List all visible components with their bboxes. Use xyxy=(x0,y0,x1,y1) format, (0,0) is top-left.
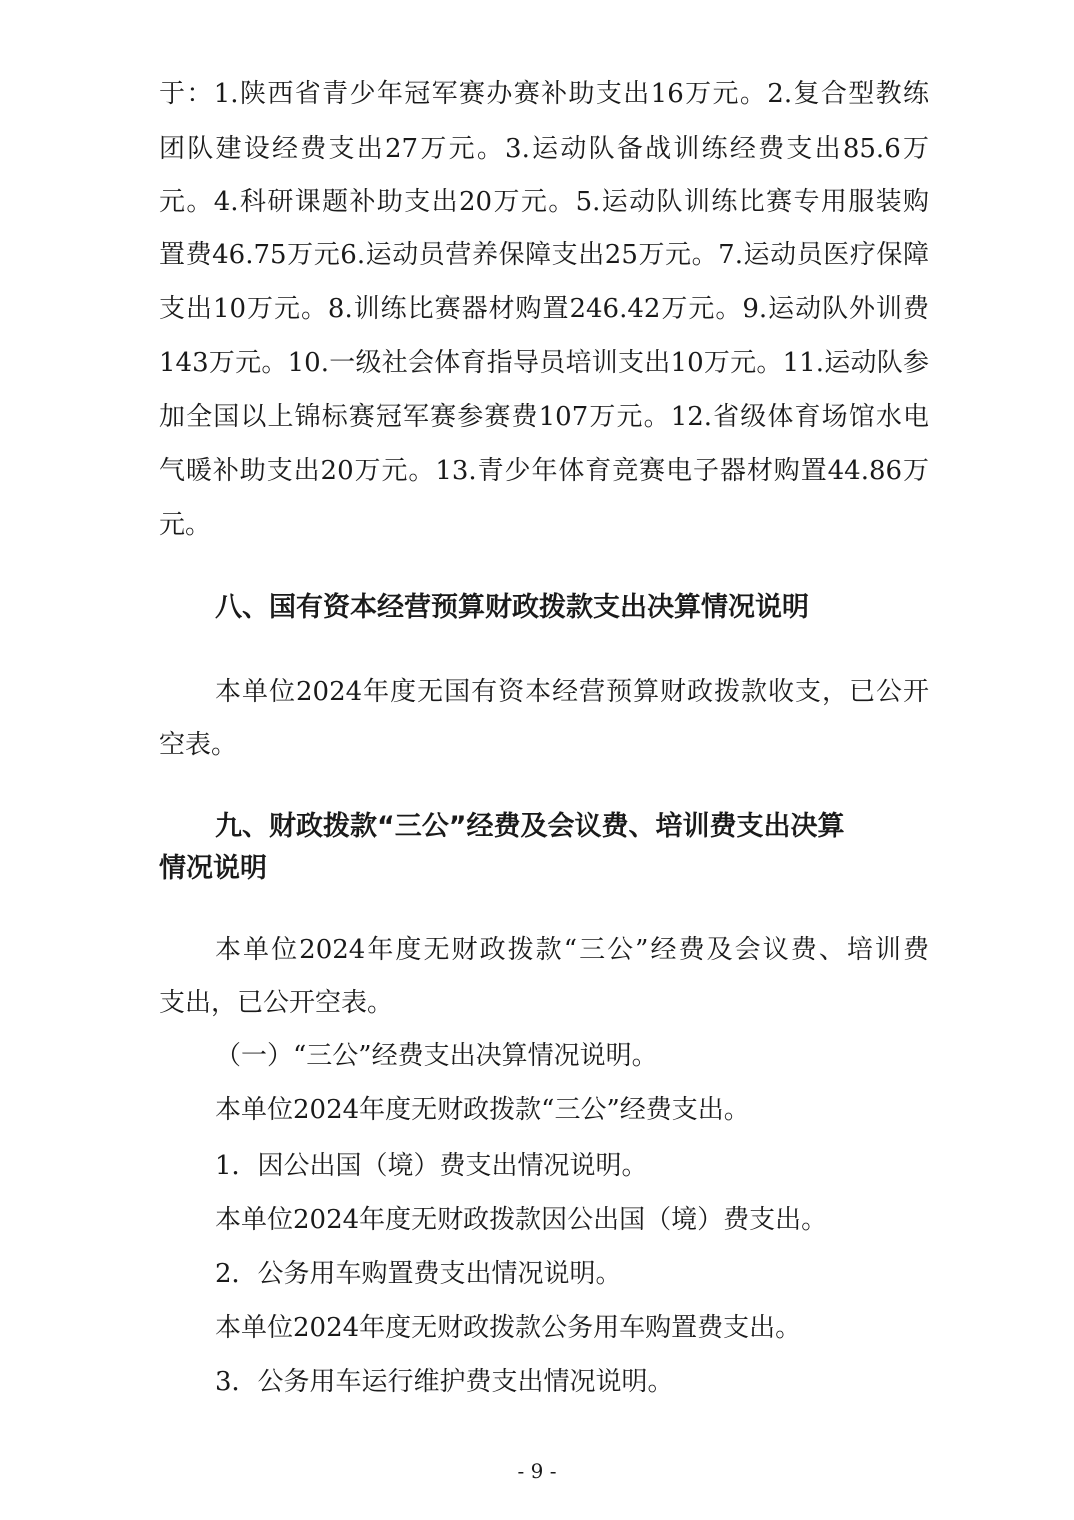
paragraph-line: 置费46.75万元6.运动员营养保障支出25万元。7.运动员医疗保障 xyxy=(159,240,929,270)
item-1-title: 1．因公出国（境）费支出情况说明。 xyxy=(215,1151,648,1181)
section-9-body-line: 本单位2024年度无财政拨款“三公”经费及会议费、培训费 xyxy=(215,935,929,965)
section-8-heading: 八、国有资本经营预算财政拨款支出决算情况说明 xyxy=(215,592,809,623)
item-3-title: 3．公务用车运行维护费支出情况说明。 xyxy=(215,1367,674,1397)
subsection-1-body: 本单位2024年度无财政拨款“三公”经费支出。 xyxy=(215,1095,750,1125)
paragraph-line: 于：1.陕西省青少年冠军赛办赛补助支出16万元。2.复合型教练 xyxy=(159,79,929,109)
page-number: - 9 - xyxy=(517,1459,557,1483)
paragraph-line: 元。 xyxy=(159,510,212,540)
paragraph-line: 143万元。10.一级社会体育指导员培训支出10万元。11.运动队参 xyxy=(159,348,929,378)
paragraph-line: 元。4.科研课题补助支出20万元。5.运动队训练比赛专用服装购 xyxy=(159,187,929,217)
paragraph-line: 加全国以上锦标赛冠军赛参赛费107万元。12.省级体育场馆水电 xyxy=(159,402,929,432)
paragraph-line: 团队建设经费支出27万元。3.运动队备战训练经费支出85.6万 xyxy=(159,134,929,164)
section-9-heading-continued: 情况说明 xyxy=(159,853,267,884)
paragraph-line: 支出10万元。8.训练比赛器材购置246.42万元。9.运动队外训费 xyxy=(159,294,929,324)
section-9-heading: 九、财政拨款“三公”经费及会议费、培训费支出决算 xyxy=(215,811,845,842)
subsection-1-title: （一）“三公”经费支出决算情况说明。 xyxy=(215,1041,658,1071)
item-2-body: 本单位2024年度无财政拨款公务用车购置费支出。 xyxy=(215,1313,802,1343)
section-8-body-line: 空表。 xyxy=(159,730,238,760)
section-9-body-line: 支出，已公开空表。 xyxy=(159,988,394,1018)
item-1-body: 本单位2024年度无财政拨款因公出国（境）费支出。 xyxy=(215,1205,828,1235)
paragraph-line: 气暖补助支出20万元。13.青少年体育竞赛电子器材购置44.86万 xyxy=(159,456,929,486)
section-8-body-line: 本单位2024年度无国有资本经营预算财政拨款收支，已公开 xyxy=(215,677,929,707)
item-2-title: 2．公务用车购置费支出情况说明。 xyxy=(215,1259,622,1289)
